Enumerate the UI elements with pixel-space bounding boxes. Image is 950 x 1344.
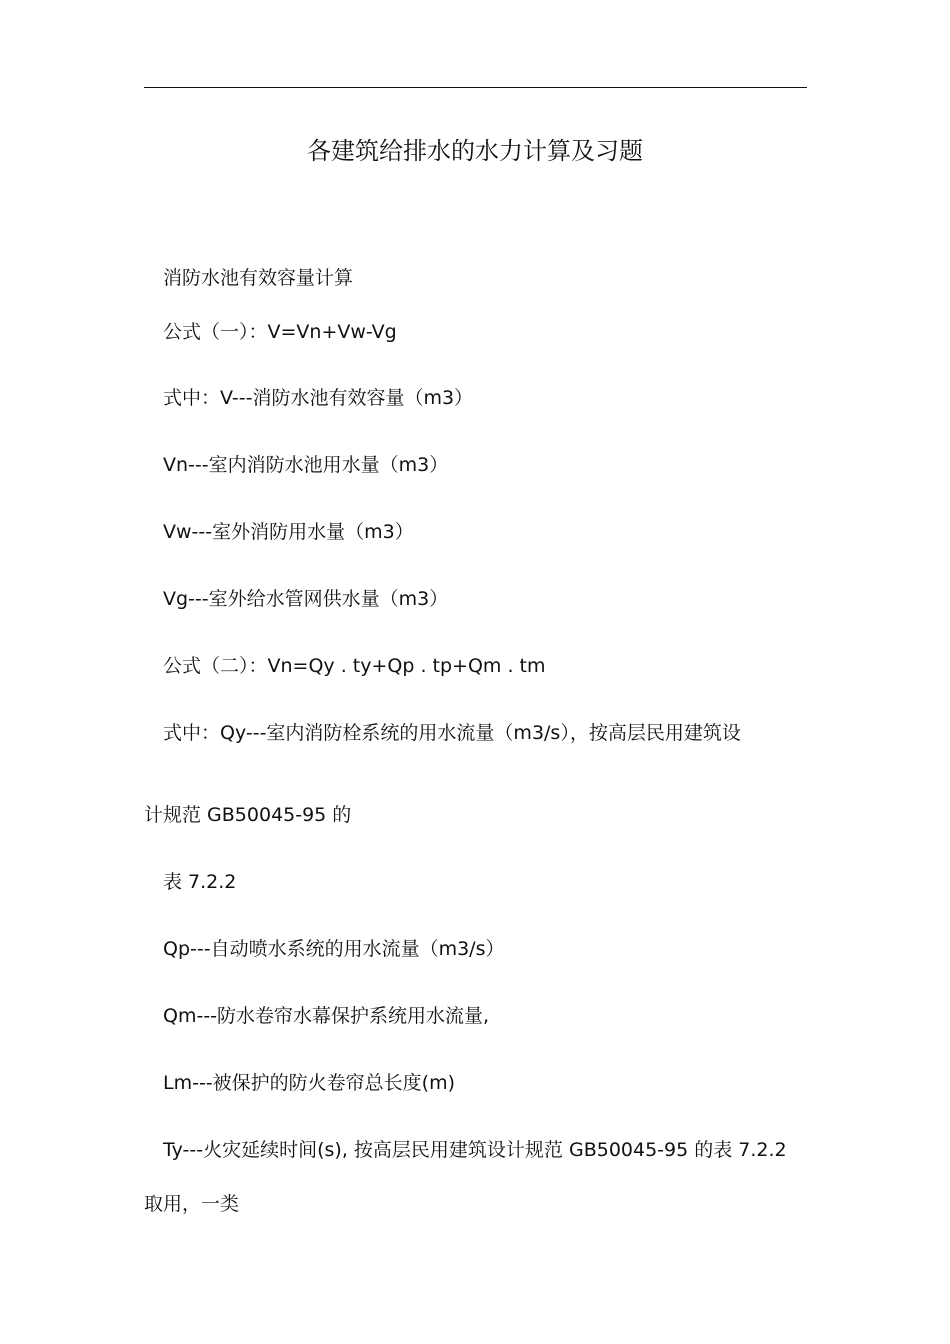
paragraph-line: Vn---室内消防水池用水量（m3） xyxy=(163,454,449,476)
paragraph-line: 式中：V---消防水池有效容量（m3） xyxy=(163,387,474,409)
header-rule xyxy=(144,87,807,88)
document-title: 各建筑给排水的水力计算及习题 xyxy=(307,137,643,165)
paragraph-line: Ty---火灾延续时间(s), 按高层民用建筑设计规范 GB50045-95 的表 7.2.2 xyxy=(163,1139,787,1161)
paragraph-line: 公式（二）：Vn=Qy . ty+Qp . tp+Qm . tm xyxy=(163,655,546,677)
paragraph-line: Qp---自动喷水系统的用水流量（m3/s） xyxy=(163,938,505,960)
paragraph-line: 取用，一类 xyxy=(144,1193,240,1215)
paragraph-line: Lm---被保护的防火卷帘总长度(m) xyxy=(163,1072,455,1094)
paragraph-line: 公式（一）：V=Vn+Vw-Vg xyxy=(163,321,397,343)
paragraph-line: 消防水池有效容量计算 xyxy=(163,267,354,289)
paragraph-line: 计规范 GB50045-95 的 xyxy=(144,804,352,826)
paragraph-line: 式中：Qy---室内消防栓系统的用水流量（m3/s），按高层民用建筑设 xyxy=(163,722,741,744)
paragraph-line: Vg---室外给水管网供水量（m3） xyxy=(163,588,449,610)
paragraph-line: Vw---室外消防用水量（m3） xyxy=(163,521,414,543)
paragraph-line: 表 7.2.2 xyxy=(163,871,237,893)
paragraph-line: Qm---防水卷帘水幕保护系统用水流量, xyxy=(163,1005,490,1027)
